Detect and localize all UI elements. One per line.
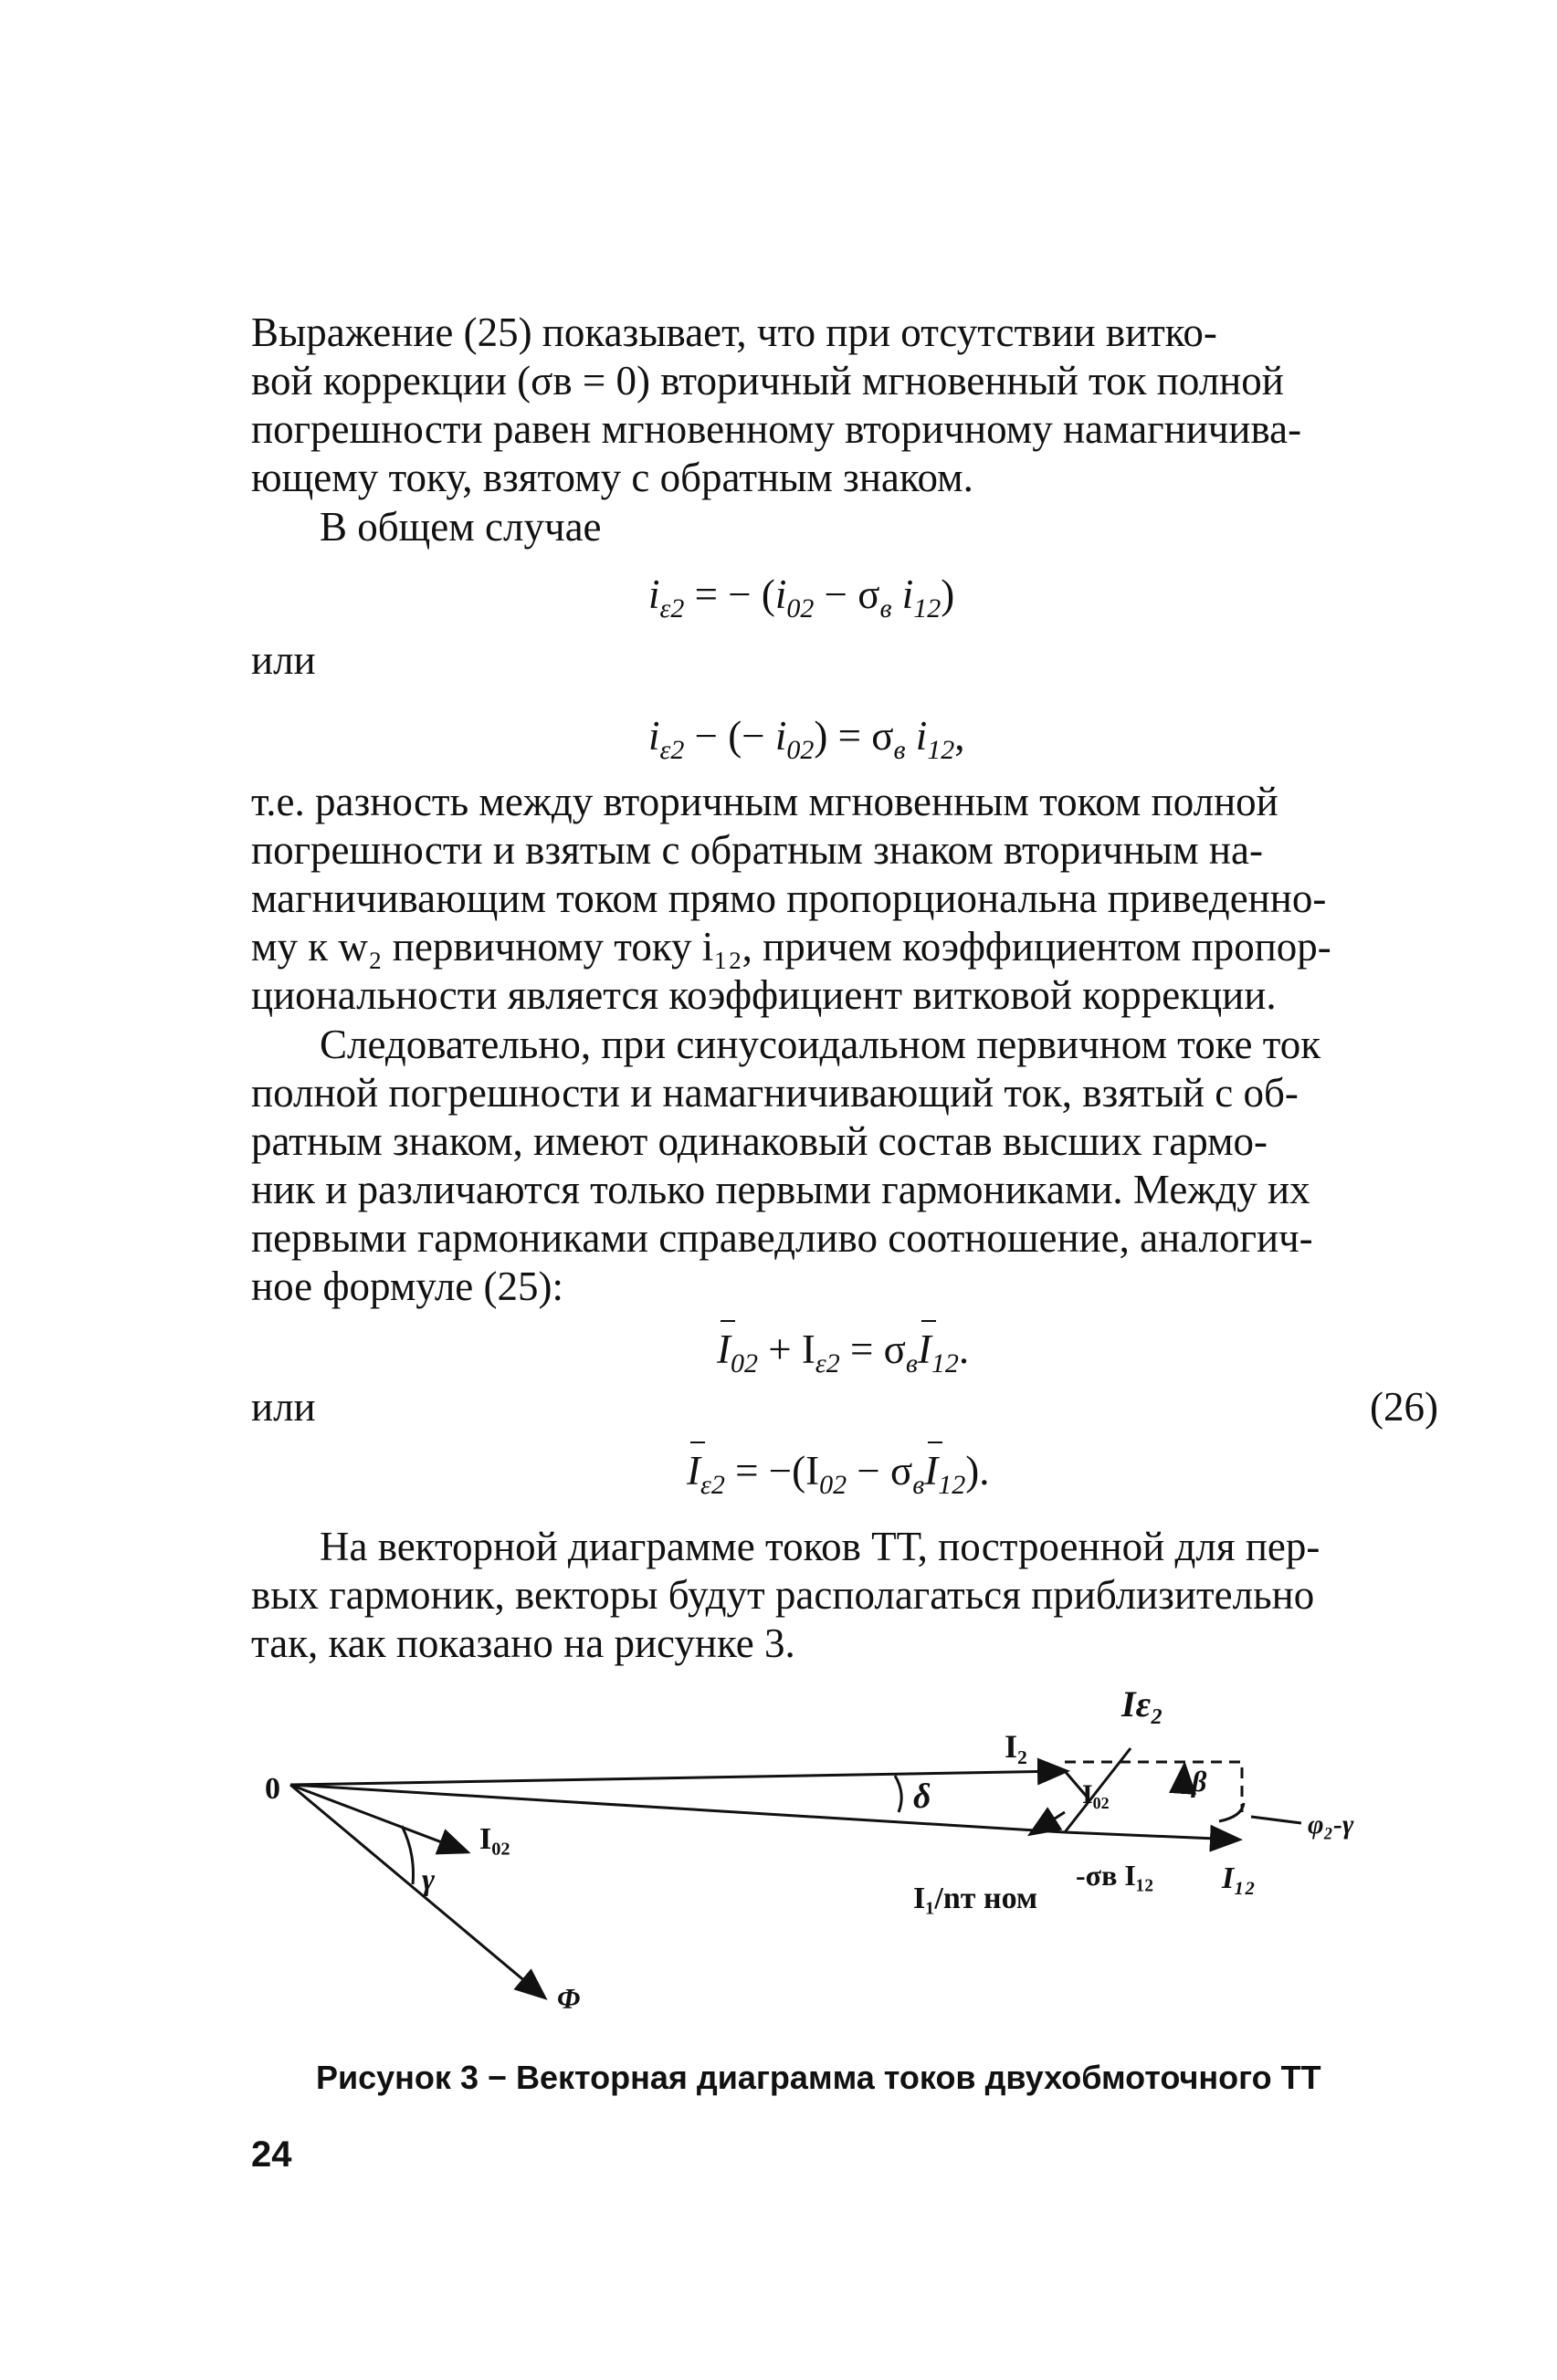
- text-line: Следовательно, при синусоидальном первичном токе ток: [320, 1022, 1321, 1067]
- label-beta: β: [1192, 1765, 1207, 1798]
- beta-arrow: [1183, 1767, 1184, 1794]
- figure-caption: Рисунок 3 − Векторная диаграмма токов двухобмоточного ТТ: [316, 2059, 1321, 2096]
- equation-3: $I_{02} + I_{\varepsilon 2} = \sigma_вI_{12}$.: [717, 1326, 970, 1379]
- vector-i2: [290, 1771, 1065, 1785]
- page-number: 24: [251, 2134, 292, 2175]
- text-line: му к w₂ первичному току i₁₂, причем коэффициентом пропор-: [251, 924, 1331, 970]
- equation-number: (26): [1370, 1384, 1438, 1430]
- text-line: вой коррекции (σв = 0) вторичный мгновенный ток полной: [251, 358, 1284, 404]
- text-line: магничивающим током прямо пропорциональна приведенно-: [251, 875, 1327, 921]
- angle-delta: [895, 1776, 901, 1812]
- text-line: погрешности равен мгновенному вторичному намагничива-: [251, 406, 1302, 452]
- text-line: полной погрешности и намагничивающий ток, взятый с об-: [251, 1070, 1299, 1116]
- text-line: т.е. разность между вторичным мгновенным током полной: [251, 779, 1278, 824]
- text-line: ющему току, взятому с обратным знаком.: [251, 455, 973, 500]
- label-i1-n: I₁/nт ном: [913, 1882, 1038, 1915]
- text-line: циональности является коэффициент витковой коррекции.: [251, 972, 1277, 1018]
- text-line: Выражение (25) показывает, что при отсутствии витко-: [251, 309, 1217, 355]
- text-line: первыми гармониками справедливо соотношение, аналогич-: [251, 1215, 1313, 1261]
- label-delta: δ: [913, 1777, 931, 1816]
- or-label-2: или: [251, 1384, 316, 1430]
- label-i12: I₁₂: [1222, 1861, 1256, 1895]
- text-line: погрешности и взятым с обратным знаком вторичным на-: [251, 827, 1263, 873]
- label-minus-sigma-i12: -σв I₁₂: [1076, 1859, 1153, 1892]
- label-i02-right: I₀₂: [1082, 1779, 1110, 1809]
- equation-2: $i_{\varepsilon 2}$ − (− $i_{02}) = \sigma_в$ $i_{12}$,: [648, 713, 965, 765]
- vector-i12: [1065, 1832, 1237, 1840]
- vector-phi: [290, 1785, 543, 1997]
- label-i2: I₂: [1005, 1728, 1027, 1765]
- label-gamma: γ: [422, 1863, 436, 1897]
- text-line: ное формуле (25):: [251, 1263, 563, 1309]
- label-ie2: Iε₂: [1121, 1683, 1163, 1725]
- angle-gamma: [402, 1826, 414, 1884]
- text-line: ник и различаются только первыми гармониками. Между их: [251, 1167, 1310, 1212]
- text-line: В общем случае: [320, 504, 602, 550]
- label-phi2-gamma: φ₂-γ: [1308, 1809, 1354, 1840]
- angle-phi2: [1219, 1803, 1244, 1821]
- vector-i1-n: [290, 1785, 1065, 1832]
- phi2-gamma-tick: [1251, 1817, 1301, 1823]
- equation-4: $I_{\varepsilon 2} = -(I_{02} - \sigma_вI_{12})$.: [687, 1448, 990, 1500]
- label-origin: 0: [265, 1772, 280, 1806]
- label-i02-left: I₀₂: [479, 1822, 510, 1856]
- text-line: ратным знаком, имеют одинаковый состав высших гармо-: [251, 1118, 1268, 1164]
- text-line: вых гармоник, векторы будут располагаться приблизительно: [251, 1572, 1315, 1618]
- equation-1: $i_{\varepsilon 2}$ = − ($i_{02} - \sigma_в$ $i_{12}$): [648, 571, 955, 624]
- label-phi: Φ: [557, 1982, 581, 2015]
- or-label-1: или: [251, 637, 316, 683]
- text-line: так, как показано на рисунке 3.: [251, 1620, 795, 1666]
- text-line: На векторной диаграмме токов ТТ, построенной для пер-: [320, 1524, 1320, 1569]
